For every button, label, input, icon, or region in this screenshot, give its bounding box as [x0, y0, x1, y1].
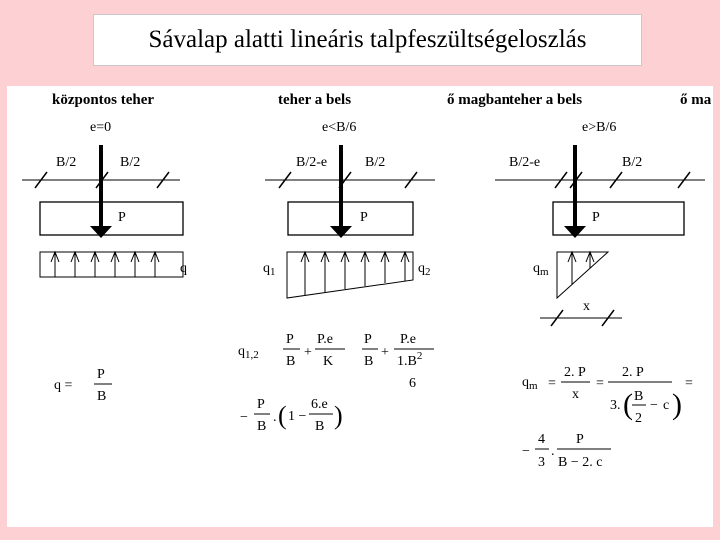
c-dot: . [551, 444, 555, 459]
q2-subscript: 2 [425, 266, 431, 278]
formula-lhs-subscript: m [529, 380, 538, 392]
eccentricity-label: e>B/6 [582, 120, 617, 135]
b-paren-right: ) [672, 388, 682, 421]
g-dot: . [273, 410, 277, 425]
f4-den-base: 1.B [397, 354, 417, 369]
case-inner-core [238, 120, 435, 434]
c-num: 4 [538, 432, 545, 447]
b-prefix: 3. [610, 398, 621, 413]
load-arrow-head [90, 226, 112, 238]
g-one-minus: 1 − [288, 409, 307, 424]
g-den: B [257, 419, 267, 434]
a-den: x [572, 387, 579, 402]
pressure-arrows [568, 252, 594, 284]
q1-subscript: 1 [270, 266, 276, 278]
pressure-arrows [51, 252, 159, 277]
g2-den: B [315, 419, 325, 434]
header-inner-core-1a: teher a bels [278, 92, 352, 108]
pressure-diagram [557, 252, 608, 298]
load-arrow-head [564, 226, 586, 238]
formula-lhs-subscript: 1,2 [245, 349, 259, 361]
b-num: 2. P [622, 365, 644, 380]
diagram-sheet [7, 86, 713, 527]
formula-den: B [97, 389, 107, 404]
header-central-load: központos teher [52, 92, 155, 108]
case-outside-core [495, 120, 705, 470]
f1-num: P [286, 332, 294, 347]
b-inner-num: B [634, 389, 644, 404]
f2-num: P.e [317, 332, 333, 347]
plus-sign: + [381, 345, 389, 360]
f3-den: B [364, 354, 374, 369]
q1-label [263, 261, 276, 278]
plus-sign: + [304, 345, 312, 360]
c-minus: − [522, 444, 530, 459]
q2-label [418, 261, 431, 278]
case-central [22, 120, 187, 404]
equals-sign: = [596, 376, 604, 391]
b-minus: − [650, 398, 658, 413]
b-paren-left: ( [623, 388, 633, 421]
g-num: P [257, 397, 265, 412]
dim-right-label: B/2 [622, 155, 643, 170]
formula-num: P [97, 367, 105, 382]
q1-symbol: q [263, 261, 270, 276]
diagram-canvas [7, 86, 713, 527]
qm-label [533, 261, 549, 278]
x-label: x [583, 299, 590, 314]
g-minus: − [240, 410, 248, 425]
load-arrow-head [330, 226, 352, 238]
dim-left-label: B/2 [56, 155, 77, 170]
header-inner-core-2a: teher a bels [509, 92, 583, 108]
q-label: q [180, 261, 187, 276]
six-label: 6 [409, 376, 416, 391]
load-label: P [360, 210, 368, 225]
g-paren-right: ) [334, 401, 343, 430]
equals-sign: = [685, 376, 693, 391]
pressure-diagram [287, 252, 413, 298]
pressure-diagram [40, 252, 183, 277]
qm-symbol: q [533, 261, 540, 276]
qm-subscript: m [540, 266, 549, 278]
dim-right-label: B/2 [120, 155, 141, 170]
g2-num: 6.e [311, 397, 328, 412]
foundation-strip [40, 202, 183, 235]
eccentricity-label: e=0 [90, 120, 112, 135]
formula-lhs-symbol: q [522, 375, 529, 390]
formula-lhs [238, 344, 259, 361]
load-label: P [592, 210, 600, 225]
dim-right-label: B/2 [365, 155, 386, 170]
c2-num: P [576, 432, 584, 447]
foundation-strip [288, 202, 413, 235]
f4-num: P.e [400, 332, 416, 347]
f4-den [397, 350, 422, 369]
formula-lhs [522, 375, 538, 392]
header-inner-core-1b: ő magban [447, 92, 510, 108]
eccentricity-label: e<B/6 [322, 120, 357, 135]
load-label: P [118, 210, 126, 225]
q2-symbol: q [418, 261, 425, 276]
f1-den: B [286, 354, 296, 369]
b-c: c [663, 398, 670, 413]
c-den: 3 [538, 455, 545, 470]
b-inner-den: 2 [635, 411, 642, 426]
f3-num: P [364, 332, 372, 347]
dim-left-label: B/2-e [296, 155, 328, 170]
f4-den-exponent: 2 [416, 350, 423, 362]
slide-title: Sávalap alatti lineáris talpfeszültségeloszlás [148, 26, 587, 53]
c2-den: B − 2. c [558, 455, 603, 470]
f2-den: K [323, 354, 334, 369]
dim-left-label: B/2-e [509, 155, 541, 170]
formula-q-lhs: q = [54, 378, 73, 393]
a-num: 2. P [564, 365, 586, 380]
formula-lhs-symbol: q [238, 344, 245, 359]
g-paren-left: ( [278, 401, 287, 430]
title-box [93, 14, 642, 66]
header-inner-core-2b: ő ma [680, 92, 712, 108]
equals-sign: = [548, 376, 556, 391]
